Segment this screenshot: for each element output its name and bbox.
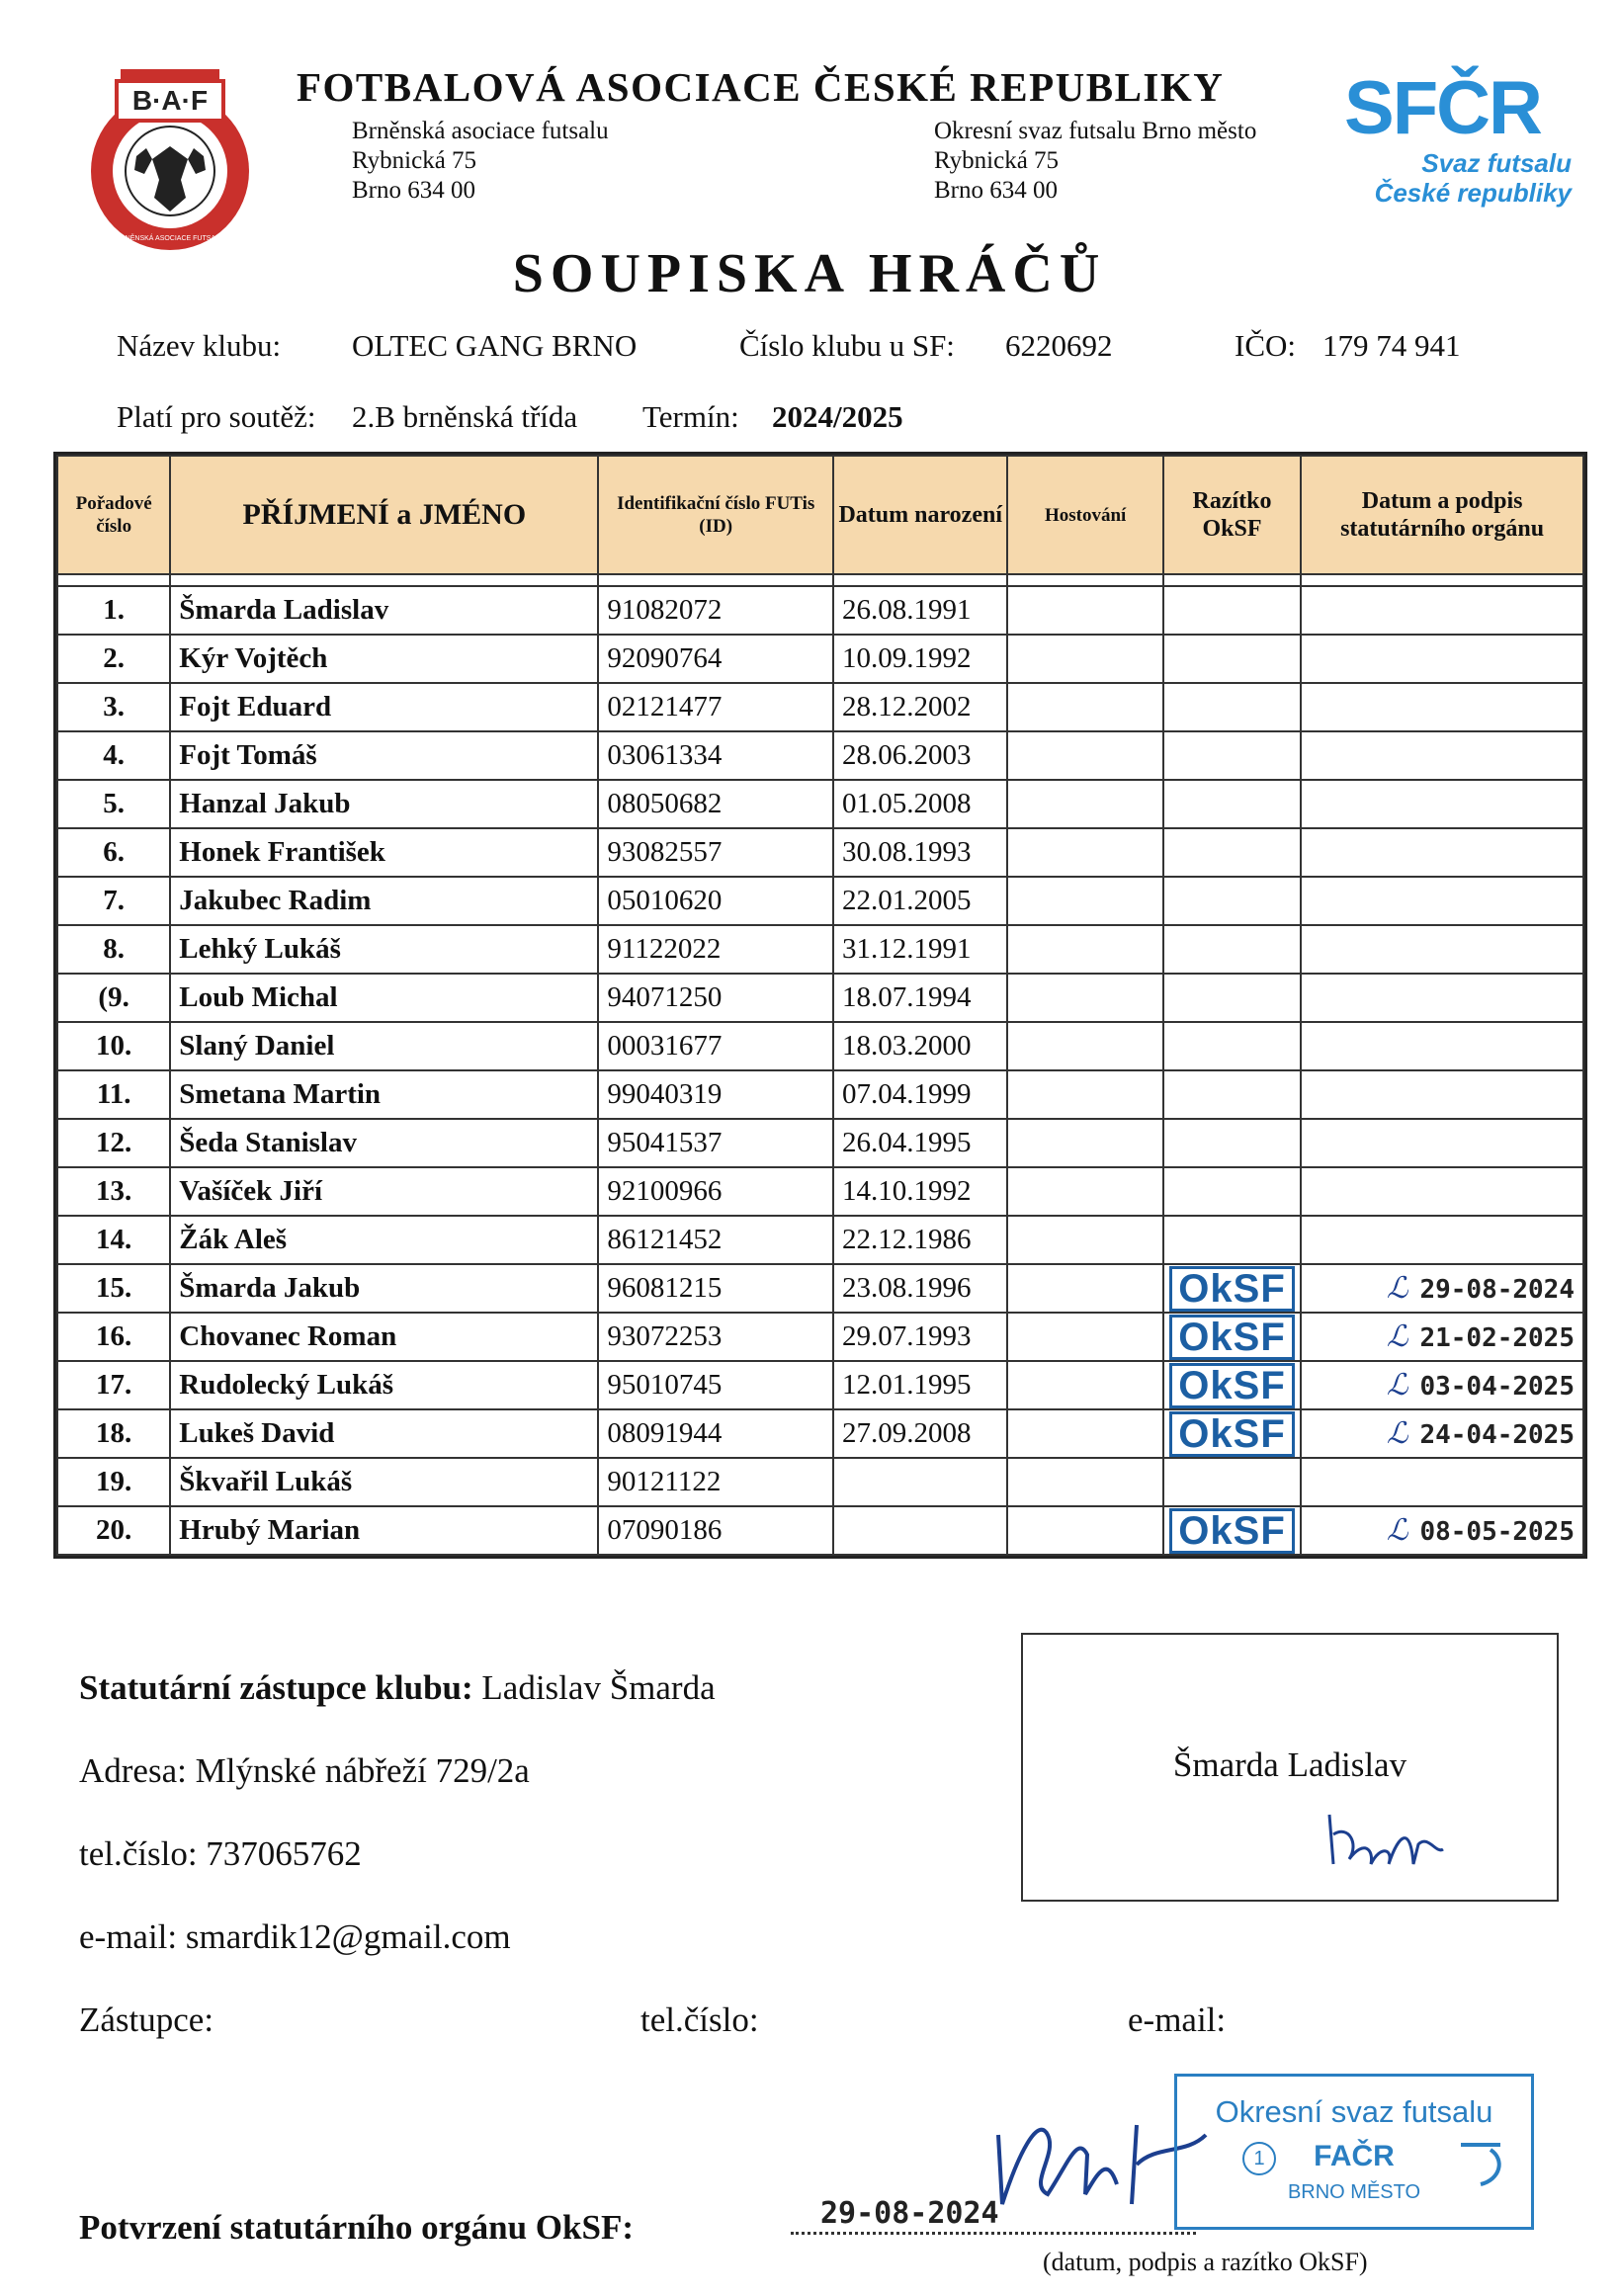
stamp-cell xyxy=(1163,683,1301,731)
player-name: Honek František xyxy=(170,828,598,877)
signature-cell xyxy=(1301,974,1583,1022)
confirmation-date: 29-08-2024 xyxy=(820,2196,999,2231)
signature-scrawl-icon: ℒ xyxy=(1386,1368,1408,1403)
table-row xyxy=(57,1313,1583,1361)
col-header-id: Identifikační číslo FUTis (ID) xyxy=(598,456,833,574)
table-row xyxy=(57,586,1583,635)
player-dob: 26.08.1991 xyxy=(833,586,1007,635)
player-dob: 22.12.1986 xyxy=(833,1216,1007,1264)
signature-cell xyxy=(1301,780,1583,828)
table-row xyxy=(57,1119,1583,1167)
row-number: 15. xyxy=(57,1264,170,1313)
stamp-cell xyxy=(1163,828,1301,877)
oksf-stamp: OkSF xyxy=(1169,1315,1294,1360)
signature-box-name: Šmarda Ladislav xyxy=(1172,1745,1407,1784)
representative-email: e-mail: smardik12@gmail.com xyxy=(79,1917,511,1956)
player-id: 03061334 xyxy=(598,731,833,780)
stamp-cell xyxy=(1163,731,1301,780)
right-address-line: Brno 634 00 xyxy=(934,177,1058,204)
deputy-email-label: e-mail: xyxy=(1128,2000,1227,2039)
player-dob xyxy=(833,1506,1007,1555)
stamp-line1: Okresní svaz futsalu xyxy=(1215,2094,1493,2129)
loan-cell xyxy=(1007,1070,1162,1119)
col-header-order: Pořadové číslo xyxy=(57,456,170,574)
signature-cell xyxy=(1301,683,1583,731)
player-name: Vašíček Jiří xyxy=(170,1167,598,1216)
stamp-cell xyxy=(1163,877,1301,925)
player-dob: 28.12.2002 xyxy=(833,683,1007,731)
stamp-cell xyxy=(1163,586,1301,635)
player-id: 92100966 xyxy=(598,1167,833,1216)
stamp-cell xyxy=(1163,1022,1301,1070)
table-row xyxy=(57,780,1583,828)
player-dob: 27.09.2008 xyxy=(833,1409,1007,1458)
player-id: 08050682 xyxy=(598,780,833,828)
sfcr-logo-line1: Svaz futsalu xyxy=(1421,148,1572,178)
loan-cell xyxy=(1007,1506,1162,1555)
oksf-stamp: OkSF xyxy=(1169,1266,1294,1312)
player-id: 91082072 xyxy=(598,586,833,635)
player-name: Jakubec Radim xyxy=(170,877,598,925)
player-id: 90121122 xyxy=(598,1458,833,1506)
col-header-stamp: Razítko OkSF xyxy=(1163,456,1301,574)
row-number: 2. xyxy=(57,635,170,683)
baf-logo xyxy=(81,67,259,255)
signature-cell xyxy=(1301,877,1583,925)
deputy-phone-label: tel.číslo: xyxy=(640,2000,759,2039)
row-number: 5. xyxy=(57,780,170,828)
player-dob: 23.08.1996 xyxy=(833,1264,1007,1313)
loan-cell xyxy=(1007,925,1162,974)
player-name: Rudolecký Lukáš xyxy=(170,1361,598,1409)
player-name: Šmarda Jakub xyxy=(170,1264,598,1313)
stamp-cell xyxy=(1163,1264,1301,1313)
row-number: 1. xyxy=(57,586,170,635)
loan-cell xyxy=(1007,1167,1162,1216)
loan-cell xyxy=(1007,586,1162,635)
signature-scrawl-icon: ℒ xyxy=(1386,1416,1408,1451)
right-address xyxy=(934,117,1256,206)
player-name: Žák Aleš xyxy=(170,1216,598,1264)
stamp-cell xyxy=(1163,635,1301,683)
player-dob: 31.12.1991 xyxy=(833,925,1007,974)
oksf-official-stamp xyxy=(1174,2074,1534,2230)
signature-cell xyxy=(1301,1458,1583,1506)
row-number: 4. xyxy=(57,731,170,780)
term: 2024/2025 xyxy=(772,399,903,434)
competition-label: Platí pro soutěž: xyxy=(117,399,316,434)
table-row xyxy=(57,683,1583,731)
row-number: (9. xyxy=(57,974,170,1022)
ico-label: IČO: xyxy=(1235,328,1296,363)
stamp-date: 24-04-2025 xyxy=(1419,1420,1575,1450)
player-name: Šeda Stanislav xyxy=(170,1119,598,1167)
player-id: 86121452 xyxy=(598,1216,833,1264)
stamp-cell xyxy=(1163,1458,1301,1506)
handwritten-signature xyxy=(1320,1805,1458,1884)
player-dob: 01.05.2008 xyxy=(833,780,1007,828)
table-row xyxy=(57,635,1583,683)
left-address xyxy=(352,117,609,206)
table-header-row xyxy=(57,456,1583,574)
stamp-date: 21-02-2025 xyxy=(1419,1323,1575,1353)
stamp-cell xyxy=(1163,1506,1301,1555)
stamp-cell xyxy=(1163,1070,1301,1119)
statutory-label: Statutární zástupce klubu: xyxy=(79,1668,473,1707)
table-row xyxy=(57,1458,1583,1506)
signature-cell xyxy=(1301,586,1583,635)
player-dob: 28.06.2003 xyxy=(833,731,1007,780)
signature-cell xyxy=(1301,1216,1583,1264)
player-id: 95041537 xyxy=(598,1119,833,1167)
stamp-cell xyxy=(1163,780,1301,828)
player-id: 05010620 xyxy=(598,877,833,925)
player-dob: 22.01.2005 xyxy=(833,877,1007,925)
player-name: Lukeš David xyxy=(170,1409,598,1458)
left-address-line: Brno 634 00 xyxy=(352,177,475,204)
table-row xyxy=(57,1022,1583,1070)
row-number: 18. xyxy=(57,1409,170,1458)
row-number: 16. xyxy=(57,1313,170,1361)
player-name: Smetana Martin xyxy=(170,1070,598,1119)
confirmation-dotted-line xyxy=(791,2232,1196,2235)
row-number: 3. xyxy=(57,683,170,731)
oksf-stamp: OkSF xyxy=(1169,1508,1294,1554)
table-row xyxy=(57,877,1583,925)
player-name: Šmarda Ladislav xyxy=(170,586,598,635)
right-address-line: Rybnická 75 xyxy=(934,147,1060,174)
player-dob: 18.03.2000 xyxy=(833,1022,1007,1070)
loan-cell xyxy=(1007,1119,1162,1167)
row-number: 14. xyxy=(57,1216,170,1264)
right-address-line: Okresní svaz futsalu Brno město xyxy=(934,118,1257,144)
players-table xyxy=(53,452,1587,1559)
club-name: OLTEC GANG BRNO xyxy=(352,328,638,363)
stamp-cell xyxy=(1163,1361,1301,1409)
player-id: 02121477 xyxy=(598,683,833,731)
club-name-label: Název klubu: xyxy=(117,328,282,363)
table-row xyxy=(57,731,1583,780)
oksf-stamp: OkSF xyxy=(1169,1411,1294,1457)
player-dob: 07.04.1999 xyxy=(833,1070,1007,1119)
row-number: 11. xyxy=(57,1070,170,1119)
player-dob: 30.08.1993 xyxy=(833,828,1007,877)
sfcr-logo-line2: České republiky xyxy=(1374,178,1572,208)
term-label: Termín: xyxy=(642,399,739,434)
signature-cell xyxy=(1301,1119,1583,1167)
loan-cell xyxy=(1007,1022,1162,1070)
col-header-name: PŘÍJMENÍ a JMÉNO xyxy=(170,456,598,574)
statutory-representative xyxy=(79,1668,716,1708)
player-dob: 10.09.1992 xyxy=(833,635,1007,683)
row-number: 6. xyxy=(57,828,170,877)
row-number: 17. xyxy=(57,1361,170,1409)
table-row xyxy=(57,1167,1583,1216)
signature-cell xyxy=(1301,1409,1583,1458)
loan-cell xyxy=(1007,731,1162,780)
player-id: 00031677 xyxy=(598,1022,833,1070)
stamp-cell xyxy=(1163,1409,1301,1458)
loan-cell xyxy=(1007,1216,1162,1264)
signature-cell xyxy=(1301,925,1583,974)
stamp-date: 03-04-2025 xyxy=(1419,1372,1575,1402)
table-row xyxy=(57,1070,1583,1119)
signature-cell xyxy=(1301,828,1583,877)
club-number: 6220692 xyxy=(1005,328,1113,363)
col-header-loan: Hostování xyxy=(1007,456,1162,574)
document-title: SOUPISKA HRÁČŮ xyxy=(512,243,1107,304)
table-row xyxy=(57,1216,1583,1264)
row-number: 20. xyxy=(57,1506,170,1555)
signature-cell xyxy=(1301,1506,1583,1555)
signature-cell xyxy=(1301,1313,1583,1361)
left-address-line: Brněnská asociace futsalu xyxy=(352,118,609,144)
signature-cell xyxy=(1301,1361,1583,1409)
loan-cell xyxy=(1007,828,1162,877)
player-name: Škvařil Lukáš xyxy=(170,1458,598,1506)
table-row xyxy=(57,925,1583,974)
stamp-cell xyxy=(1163,1313,1301,1361)
stamp-date: 29-08-2024 xyxy=(1419,1275,1575,1305)
signature-box xyxy=(1021,1633,1559,1902)
loan-cell xyxy=(1007,1458,1162,1506)
stamp-line2: FAČR xyxy=(1314,2140,1395,2172)
player-name: Kýr Vojtěch xyxy=(170,635,598,683)
club-number-label: Číslo klubu u SF: xyxy=(739,328,955,363)
signature-cell xyxy=(1301,1167,1583,1216)
table-row xyxy=(57,828,1583,877)
player-id: 93072253 xyxy=(598,1313,833,1361)
player-name: Fojt Eduard xyxy=(170,683,598,731)
stamp-cell xyxy=(1163,925,1301,974)
table-row xyxy=(57,974,1583,1022)
stamp-cell xyxy=(1163,974,1301,1022)
stamp-date: 08-05-2025 xyxy=(1419,1517,1575,1547)
left-address-line: Rybnická 75 xyxy=(352,147,477,174)
player-dob: 26.04.1995 xyxy=(833,1119,1007,1167)
loan-cell xyxy=(1007,1409,1162,1458)
confirmation-label: Potvrzení statutárního orgánu OkSF: xyxy=(79,2208,634,2247)
player-name: Hrubý Marian xyxy=(170,1506,598,1555)
loan-cell xyxy=(1007,1313,1162,1361)
loan-cell xyxy=(1007,780,1162,828)
player-id: 99040319 xyxy=(598,1070,833,1119)
row-number: 12. xyxy=(57,1119,170,1167)
player-name: Loub Michal xyxy=(170,974,598,1022)
representative-phone: tel.číslo: 737065762 xyxy=(79,1834,362,1873)
player-dob: 18.07.1994 xyxy=(833,974,1007,1022)
loan-cell xyxy=(1007,1264,1162,1313)
loan-cell xyxy=(1007,974,1162,1022)
signature-cell xyxy=(1301,635,1583,683)
col-header-signature: Datum a podpis statutárního orgánu xyxy=(1301,456,1583,574)
table-row xyxy=(57,1409,1583,1458)
player-id: 93082557 xyxy=(598,828,833,877)
confirmation-caption: (datum, podpis a razítko OkSF) xyxy=(1043,2248,1368,2276)
row-number: 8. xyxy=(57,925,170,974)
deputy-label: Zástupce: xyxy=(79,2000,214,2039)
signature-cell xyxy=(1301,1264,1583,1313)
row-number: 13. xyxy=(57,1167,170,1216)
stamp-cell xyxy=(1163,1216,1301,1264)
player-name: Slaný Daniel xyxy=(170,1022,598,1070)
col-header-dob: Datum narození xyxy=(833,456,1007,574)
sfcr-logo-main: SFČR xyxy=(1344,66,1541,150)
stamp-number: 1 xyxy=(1242,2142,1276,2175)
oksf-stamp: OkSF xyxy=(1169,1363,1294,1408)
signature-scrawl-icon: ℒ xyxy=(1386,1271,1408,1306)
player-dob: 29.07.1993 xyxy=(833,1313,1007,1361)
loan-cell xyxy=(1007,877,1162,925)
player-id: 91122022 xyxy=(598,925,833,974)
signature-cell xyxy=(1301,1022,1583,1070)
loan-cell xyxy=(1007,683,1162,731)
competition: 2.B brněnská třída xyxy=(352,399,578,434)
loan-cell xyxy=(1007,1361,1162,1409)
player-id: 94071250 xyxy=(598,974,833,1022)
stamp-cell xyxy=(1163,1119,1301,1167)
table-row xyxy=(57,1264,1583,1313)
association-title: FOTBALOVÁ ASOCIACE ČESKÉ REPUBLIKY xyxy=(297,64,1225,110)
signature-cell xyxy=(1301,731,1583,780)
player-dob: 12.01.1995 xyxy=(833,1361,1007,1409)
player-dob: 14.10.1992 xyxy=(833,1167,1007,1216)
stamp-cell xyxy=(1163,1167,1301,1216)
stamp-line3: BRNO MĚSTO xyxy=(1287,2181,1421,2203)
fotbal-emblem-icon xyxy=(1456,2140,1505,2189)
player-dob xyxy=(833,1458,1007,1506)
player-id: 08091944 xyxy=(598,1409,833,1458)
signature-cell xyxy=(1301,1070,1583,1119)
row-number: 10. xyxy=(57,1022,170,1070)
row-number: 7. xyxy=(57,877,170,925)
row-number: 19. xyxy=(57,1458,170,1506)
baf-ring-text: BRNĚNSKÁ ASOCIACE FUTSALU xyxy=(115,235,225,242)
player-name: Hanzal Jakub xyxy=(170,780,598,828)
signature-scrawl-icon: ℒ xyxy=(1386,1319,1408,1354)
baf-logo-text: B·A·F xyxy=(131,85,209,116)
player-name: Fojt Tomáš xyxy=(170,731,598,780)
table-row xyxy=(57,1506,1583,1555)
player-id: 07090186 xyxy=(598,1506,833,1555)
signature-scrawl-icon: ℒ xyxy=(1386,1513,1408,1548)
player-id: 96081215 xyxy=(598,1264,833,1313)
representative-address: Adresa: Mlýnské nábřeží 729/2a xyxy=(79,1751,530,1790)
player-id: 92090764 xyxy=(598,635,833,683)
ico-value: 179 74 941 xyxy=(1322,328,1461,363)
player-id: 95010745 xyxy=(598,1361,833,1409)
table-row xyxy=(57,1361,1583,1409)
player-name: Lehký Lukáš xyxy=(170,925,598,974)
statutory-name: Ladislav Šmarda xyxy=(481,1668,716,1707)
sfcr-logo xyxy=(1344,66,1581,227)
player-name: Chovanec Roman xyxy=(170,1313,598,1361)
loan-cell xyxy=(1007,635,1162,683)
